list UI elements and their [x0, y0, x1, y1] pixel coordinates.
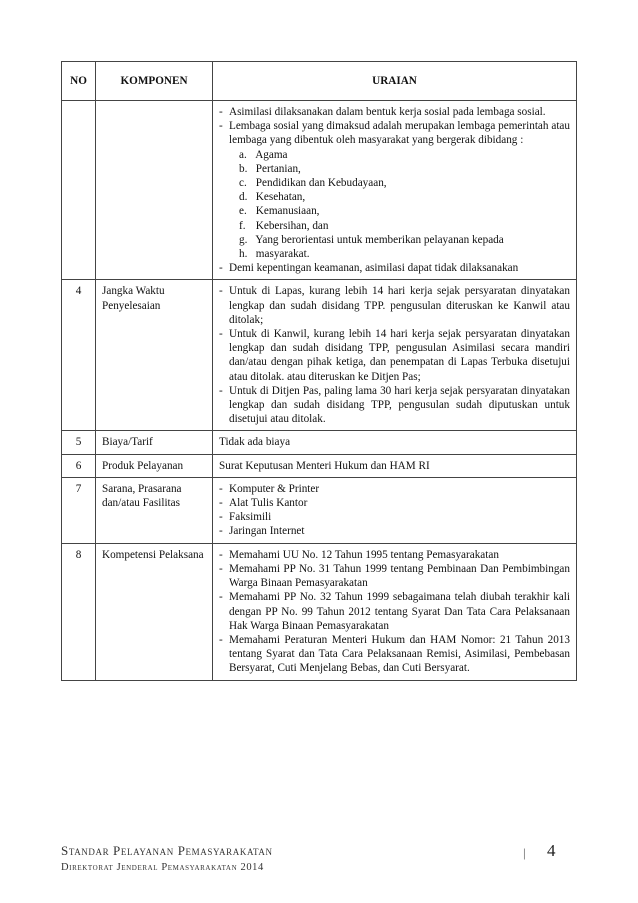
sublist — [229, 148, 570, 262]
service-standard-table — [61, 61, 577, 681]
sublist-item: c. Pendidikan dan Kebudayaan, — [239, 177, 387, 190]
footer-subtitle: Direktorat Jenderal Pemasyarakatan 2014 — [61, 862, 264, 873]
sublist-item: d. Kesehatan, — [239, 191, 306, 204]
row-uraian: Surat Keputusan Menteri Hukum dan HAM RI — [213, 454, 577, 477]
row-no — [62, 101, 96, 280]
header-uraian: URAIAN — [213, 62, 577, 101]
sublist-item: a. Agama — [239, 148, 288, 161]
row-uraian — [213, 477, 577, 543]
row-komponen: Sarana, Prasarana dan/atau Fasilitas — [96, 477, 213, 543]
sublist-item: e. Kemanusiaan, — [239, 205, 320, 218]
row-no: 8 — [62, 543, 96, 680]
footer-separator: | — [523, 845, 526, 860]
sublist-item: h. masyarakat. — [239, 248, 310, 261]
row-komponen: Kompetensi Pelaksana — [96, 543, 213, 680]
sublist-item: b. Pertanian, — [239, 162, 301, 175]
row-uraian — [213, 280, 577, 431]
list-item: - Untuk di Ditjen Pas, paling lama 30 hari kerja sejak persyaratan dinyatakan lengkap dan sudah disidang TPP, pengusulan sudah diputuskan untuk disetujui atau ditolak. — [219, 384, 570, 427]
list-item: - Memahami PP No. 31 Tahun 1999 tentang Pembinaan Dan Pembimbingan Warga Binaan Pemasyarakatan — [219, 562, 570, 590]
table-row — [62, 431, 577, 454]
sublist-item: g. Yang berorientasi untuk memberikan pelayanan kepada — [239, 233, 504, 246]
row-no: 7 — [62, 477, 96, 543]
row-no: 5 — [62, 431, 96, 454]
page-number: 4 — [547, 841, 556, 860]
row-komponen: Jangka Waktu Penyelesaian — [96, 280, 213, 431]
list-item — [219, 119, 570, 261]
list-item: - Alat Tulis Kantor — [219, 496, 570, 510]
table-row — [62, 477, 577, 543]
list-item: - Asimilasi dilaksanakan dalam bentuk kerja sosial pada lembaga sosial. — [219, 105, 570, 119]
table-row — [62, 543, 577, 680]
row-no: 6 — [62, 454, 96, 477]
header-komponen: KOMPONEN — [96, 62, 213, 101]
table-row — [62, 101, 577, 280]
row-komponen: Biaya/Tarif — [96, 431, 213, 454]
sublist-item: f. Kebersihan, dan — [239, 219, 329, 232]
list-item: - Untuk di Lapas, kurang lebih 14 hari kerja sejak persyaratan dinyatakan lengkap dan sudah disidang TPP. pengusulan diteruskan ke Kanwil atau ditolak; — [219, 284, 570, 327]
list-item: - Jaringan Internet — [219, 524, 570, 538]
list-item: - Demi kepentingan keamanan, asimilasi dapat tidak dilaksanakan — [219, 261, 570, 275]
row-uraian — [213, 101, 577, 280]
list-item: - Untuk di Kanwil, kurang lebih 14 hari kerja sejak persyaratan dinyatakan lengkap dan sudah disidang TPP, pengusulan Asimilasi secara mandiri dan/atau dengan pihak ketiga, dan penempatan di Lapas Terbuka disetujui atau ditolak. atau diteruskan ke Ditjen Pas; — [219, 327, 570, 384]
list-item: - Komputer & Printer — [219, 482, 570, 496]
row-uraian — [213, 543, 577, 680]
row-uraian: Tidak ada biaya — [213, 431, 577, 454]
row-komponen — [96, 101, 213, 280]
header-no: NO — [62, 62, 96, 101]
table-row — [62, 454, 577, 477]
page-footer — [61, 843, 577, 883]
list-item: - Faksimili — [219, 510, 570, 524]
row-komponen: Produk Pelayanan — [96, 454, 213, 477]
list-item-text: Lembaga sosial yang dimaksud adalah merupakan lembaga pemerintah atau lembaga yang dibentuk oleh masyarakat yang bergerak dibidang : — [229, 120, 570, 147]
footer-title: Standar Pelayanan Pemasyarakatan — [61, 843, 273, 858]
list-item: - Memahami UU No. 12 Tahun 1995 tentang Pemasyarakatan — [219, 548, 570, 562]
list-item: - Memahami PP No. 32 Tahun 1999 sebagaimana telah diubah terakhir kali dengan PP No. 99 Tahun 2012 tentang Syarat Dan Tata Cara Pelaksanaan Hak Warga Binaan Pemasyarakatan — [219, 590, 570, 633]
list-item: - Memahami Peraturan Menteri Hukum dan HAM Nomor: 21 Tahun 2013 tentang Syarat dan Tata Cara Pelaksanaan Remisi, Asimilasi, Pembebasan Bersyarat, Cuti Menjelang Bebas, dan Cuti Bersyarat. — [219, 633, 570, 676]
table-header-row — [62, 62, 577, 101]
row-no: 4 — [62, 280, 96, 431]
table-row — [62, 280, 577, 431]
